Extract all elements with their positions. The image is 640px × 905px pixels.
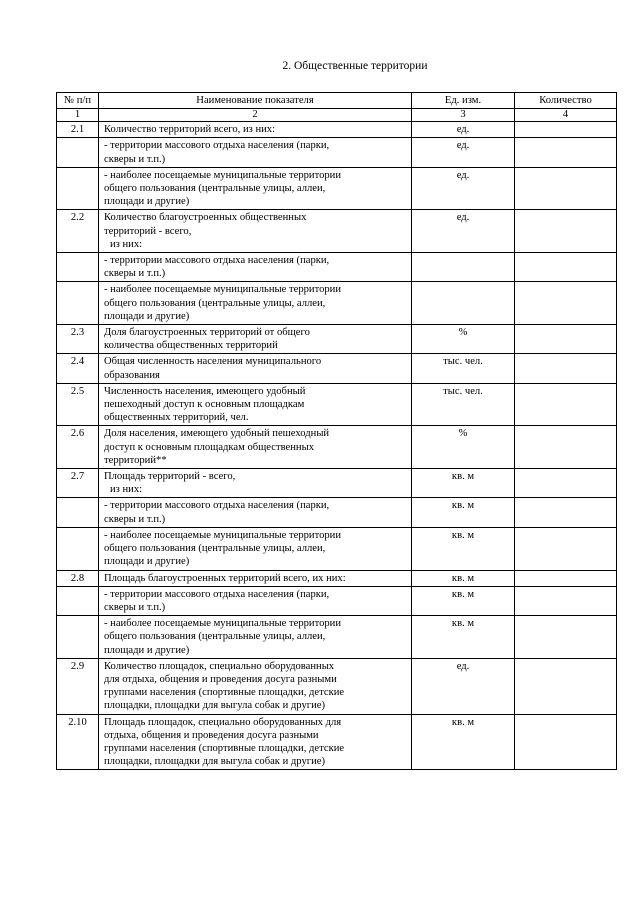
row-number: [57, 138, 99, 167]
row-name-line: - территории массового отдыха населения (парки,: [104, 140, 330, 152]
row-name: [99, 714, 412, 770]
row-name-line: общего пользования (центральные улицы, аллеи,: [104, 297, 326, 309]
row-name-line: - наиболее посещаемые муниципальные территории: [104, 529, 342, 541]
row-unit: ед.: [412, 658, 515, 714]
row-name-line: для отдыха, общения и проведения досуга разными: [104, 673, 337, 685]
row-number: [57, 527, 99, 570]
row-name-line: площадки, площадки для выгула собак и другие): [104, 700, 326, 712]
row-unit: тыс. чел.: [412, 383, 515, 426]
row-number: [57, 282, 99, 325]
row-number: 2.6: [57, 426, 99, 469]
table-row: [57, 570, 617, 586]
row-name: [99, 658, 412, 714]
row-name: [99, 570, 412, 586]
row-quantity: [515, 658, 617, 714]
row-quantity: [515, 325, 617, 354]
row-unit: кв. м: [412, 498, 515, 527]
row-name-line: Площадь благоустроенных территорий всего, их них:: [104, 572, 346, 584]
row-number: 2.10: [57, 714, 99, 770]
row-unit: кв. м: [412, 616, 515, 659]
row-unit: тыс. чел.: [412, 354, 515, 383]
row-number: [57, 616, 99, 659]
row-quantity: [515, 253, 617, 282]
row-unit: %: [412, 426, 515, 469]
row-name: [99, 527, 412, 570]
row-unit: кв. м: [412, 469, 515, 498]
row-name-line: группами населения (спортивные площадки, детские: [104, 687, 345, 699]
row-number: 2.7: [57, 469, 99, 498]
row-number: [57, 498, 99, 527]
row-quantity: [515, 210, 617, 253]
row-quantity: [515, 714, 617, 770]
table-row: [57, 714, 617, 770]
row-name: [99, 426, 412, 469]
row-quantity: [515, 167, 617, 210]
row-quantity: [515, 527, 617, 570]
row-unit: кв. м: [412, 714, 515, 770]
row-number: [57, 167, 99, 210]
row-name-line: Количество площадок, специально оборудованных: [104, 660, 335, 672]
row-name-line: площади и другие): [104, 644, 190, 656]
row-quantity: [515, 122, 617, 138]
row-name: [99, 325, 412, 354]
row-quantity: [515, 138, 617, 167]
row-quantity: [515, 282, 617, 325]
row-name: [99, 616, 412, 659]
indicators-table: [56, 92, 617, 770]
row-unit: кв. м: [412, 570, 515, 586]
row-number: 2.2: [57, 210, 99, 253]
row-name-line: - территории массового отдыха населения (парки,: [104, 500, 330, 512]
row-name-line: Площадь территорий - всего,: [104, 471, 236, 483]
row-name-line: - территории массового отдыха населения (парки,: [104, 588, 330, 600]
row-name-line: скверы и т.п.): [104, 513, 166, 525]
row-name-line: Количество территорий всего, из них:: [104, 124, 276, 136]
table-row: [57, 616, 617, 659]
row-name-line: - территории массового отдыха населения (парки,: [104, 255, 330, 267]
row-name-line: образования: [104, 369, 160, 381]
row-unit: ед.: [412, 122, 515, 138]
row-name: [99, 210, 412, 253]
row-number: 2.3: [57, 325, 99, 354]
table-row: [57, 167, 617, 210]
row-name-line: площади и другие): [104, 196, 190, 208]
row-name-line: территорий - всего,: [104, 225, 192, 237]
row-number: 2.5: [57, 383, 99, 426]
table-row: [57, 210, 617, 253]
row-name-line: количества общественных территорий: [104, 340, 278, 352]
row-name-line: скверы и т.п.): [104, 268, 166, 280]
table-row: [57, 498, 617, 527]
row-quantity: [515, 383, 617, 426]
row-name-line: площади и другие): [104, 310, 190, 322]
row-name: [99, 138, 412, 167]
row-unit: кв. м: [412, 586, 515, 615]
row-quantity: [515, 570, 617, 586]
table-row: [57, 658, 617, 714]
row-name-line: Доля благоустроенных территорий от общего: [104, 327, 310, 339]
row-name-line: из них:: [110, 238, 143, 250]
table-row: [57, 354, 617, 383]
table-row: [57, 586, 617, 615]
row-name: [99, 586, 412, 615]
table-row: [57, 426, 617, 469]
index-row: [57, 109, 617, 122]
row-number: [57, 253, 99, 282]
row-name-line: доступ к основным площадкам общественных: [104, 441, 315, 453]
table-row: [57, 282, 617, 325]
row-quantity: [515, 616, 617, 659]
row-unit: ед.: [412, 138, 515, 167]
row-unit: %: [412, 325, 515, 354]
index-cell: 2: [99, 109, 412, 122]
row-name: [99, 469, 412, 498]
header-unit: Ед. изм.: [412, 93, 515, 109]
row-name-line: отдыха, общения и проведения досуга разными: [104, 729, 319, 741]
row-name-line: территорий**: [104, 454, 167, 466]
row-name-line: скверы и т.п.): [104, 153, 166, 165]
row-name-line: общего пользования (центральные улицы, аллеи,: [104, 543, 326, 555]
row-unit: ед.: [412, 167, 515, 210]
table-row: [57, 325, 617, 354]
row-name: [99, 354, 412, 383]
row-name-line: Количество благоустроенных общественных: [104, 212, 307, 224]
row-name-line: - наиболее посещаемые муниципальные территории: [104, 284, 342, 296]
row-name: [99, 282, 412, 325]
row-name-line: площади и другие): [104, 556, 190, 568]
row-quantity: [515, 469, 617, 498]
row-number: 2.9: [57, 658, 99, 714]
row-name-line: Общая численность населения муниципального: [104, 356, 322, 368]
row-number: 2.8: [57, 570, 99, 586]
header-num: № п/п: [57, 93, 99, 109]
row-name-line: Площадь площадок, специально оборудованных для: [104, 716, 342, 728]
row-unit: [412, 282, 515, 325]
header-name: Наименование показателя: [99, 93, 412, 109]
row-unit: [412, 253, 515, 282]
row-quantity: [515, 498, 617, 527]
index-cell: 1: [57, 109, 99, 122]
row-name-line: группами населения (спортивные площадки, детские: [104, 742, 345, 754]
index-cell: 3: [412, 109, 515, 122]
row-name: [99, 383, 412, 426]
row-name-line: площадки, площадки для выгула собак и другие): [104, 756, 326, 768]
row-name-line: пешеходный доступ к основным площадкам: [104, 399, 305, 411]
index-cell: 4: [515, 109, 617, 122]
row-number: 2.1: [57, 122, 99, 138]
row-name-line: - наиболее посещаемые муниципальные территории: [104, 169, 342, 181]
row-quantity: [515, 426, 617, 469]
table-row: [57, 469, 617, 498]
row-number: 2.4: [57, 354, 99, 383]
row-quantity: [515, 354, 617, 383]
row-name: [99, 122, 412, 138]
row-name-line: - наиболее посещаемые муниципальные территории: [104, 618, 342, 630]
table-row: [57, 383, 617, 426]
table-row: [57, 527, 617, 570]
row-name: [99, 498, 412, 527]
header-row: [57, 93, 617, 109]
header-qty: Количество: [515, 93, 617, 109]
row-name: [99, 253, 412, 282]
row-unit: кв. м: [412, 527, 515, 570]
row-name-line: Доля населения, имеющего удобный пешеходный: [104, 428, 330, 440]
page-title: 2. Общественные территории: [282, 60, 428, 72]
row-name-line: Численность населения, имеющего удобный: [104, 385, 306, 397]
row-number: [57, 586, 99, 615]
table-row: [57, 122, 617, 138]
row-name: [99, 167, 412, 210]
row-name-line: из них:: [110, 484, 143, 496]
row-name-line: скверы и т.п.): [104, 601, 166, 613]
row-unit: ед.: [412, 210, 515, 253]
row-quantity: [515, 586, 617, 615]
table-row: [57, 253, 617, 282]
row-name-line: общего пользования (центральные улицы, аллеи,: [104, 631, 326, 643]
row-name-line: общего пользования (центральные улицы, аллеи,: [104, 183, 326, 195]
table-row: [57, 138, 617, 167]
table-body: [57, 122, 617, 770]
row-name-line: общественных территорий, чел.: [104, 412, 249, 424]
